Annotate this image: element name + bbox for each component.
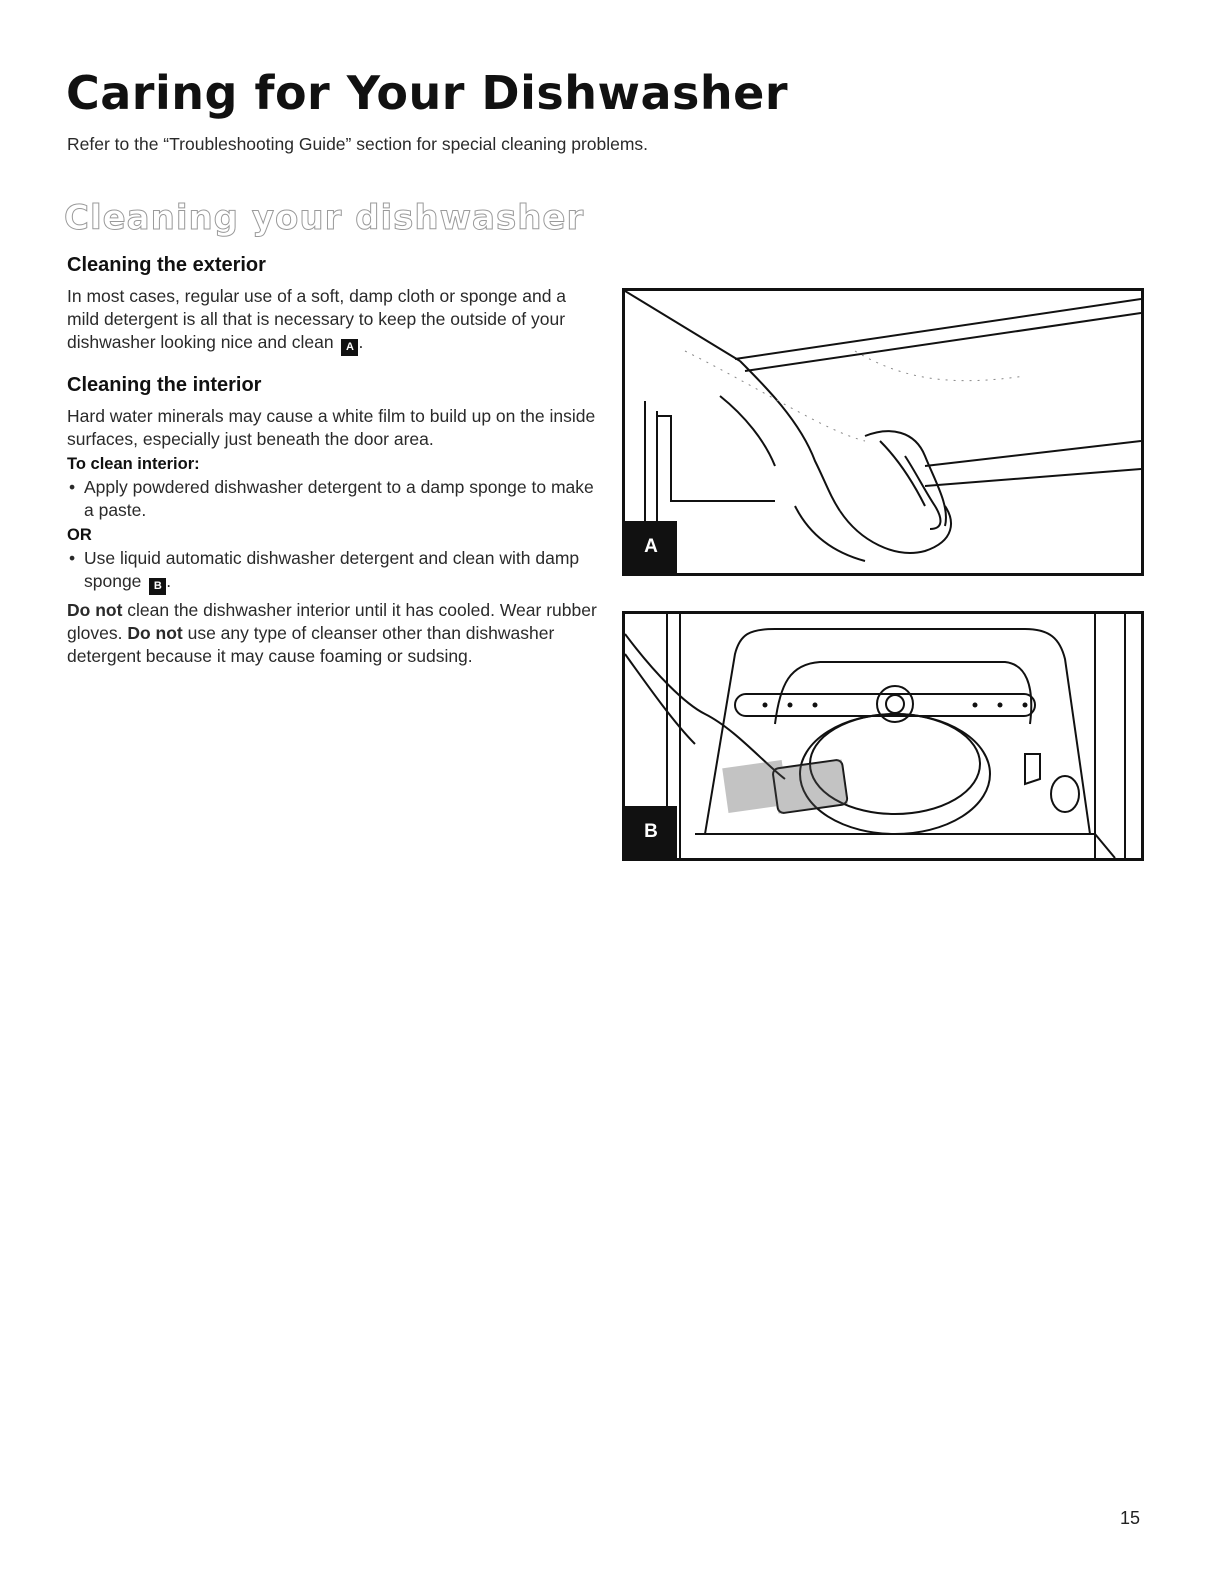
- figure-a: [622, 288, 1144, 576]
- page-number: 15: [1120, 1508, 1141, 1528]
- figure-b-illustration: [625, 614, 1141, 858]
- figure-a-illustration: [625, 291, 1141, 573]
- interior-heading: Cleaning the interior: [67, 374, 262, 396]
- step2-text: Use liquid automatic dishwasher detergent and clean with damp sponge: [84, 548, 580, 591]
- step-item-1: • Apply powdered dishwasher detergent to a damp sponge to make a paste.: [67, 476, 597, 522]
- step-item-2: [67, 547, 597, 595]
- figure-ref-a: A: [341, 339, 358, 356]
- page-title: Caring for Your Dishwasher: [66, 66, 789, 120]
- warning-bold-2: Do not: [127, 623, 183, 643]
- steps-list-2: [67, 547, 597, 595]
- warning-text: [67, 599, 597, 668]
- figure-b: [622, 611, 1144, 861]
- exterior-heading: Cleaning the exterior: [67, 254, 266, 276]
- figure-ref-b: B: [149, 578, 166, 595]
- step2-end: .: [166, 571, 172, 591]
- exterior-body: [67, 285, 597, 356]
- warning-text-2: use any type of cleanser other than dishwasher detergent because it may cause foaming or sudsing.: [67, 623, 555, 666]
- interior-body: Hard water minerals may cause a white film to build up on the inside surfaces, especially just beneath the door area.: [67, 406, 596, 449]
- steps-label: To clean interior:: [67, 455, 200, 473]
- steps-list: [67, 476, 597, 522]
- intro-text: Refer to the “Troubleshooting Guide” section for special cleaning problems.: [67, 134, 649, 154]
- warning-text-1: clean the dishwasher interior until it has cooled. Wear rubber gloves.: [67, 600, 597, 643]
- exterior-text: In most cases, regular use of a soft, damp cloth or sponge and a mild detergent is all that is necessary to keep the outside of your dishwasher looking nice and clean: [67, 286, 567, 352]
- exterior-end: .: [358, 332, 364, 352]
- figure-a-label: A: [625, 521, 677, 573]
- or-label: OR: [67, 526, 92, 544]
- section-heading: Cleaning your dishwasher: [64, 198, 585, 238]
- text-column: [67, 254, 597, 668]
- warning-bold-1: Do not: [67, 600, 123, 620]
- figure-b-label: B: [625, 806, 677, 858]
